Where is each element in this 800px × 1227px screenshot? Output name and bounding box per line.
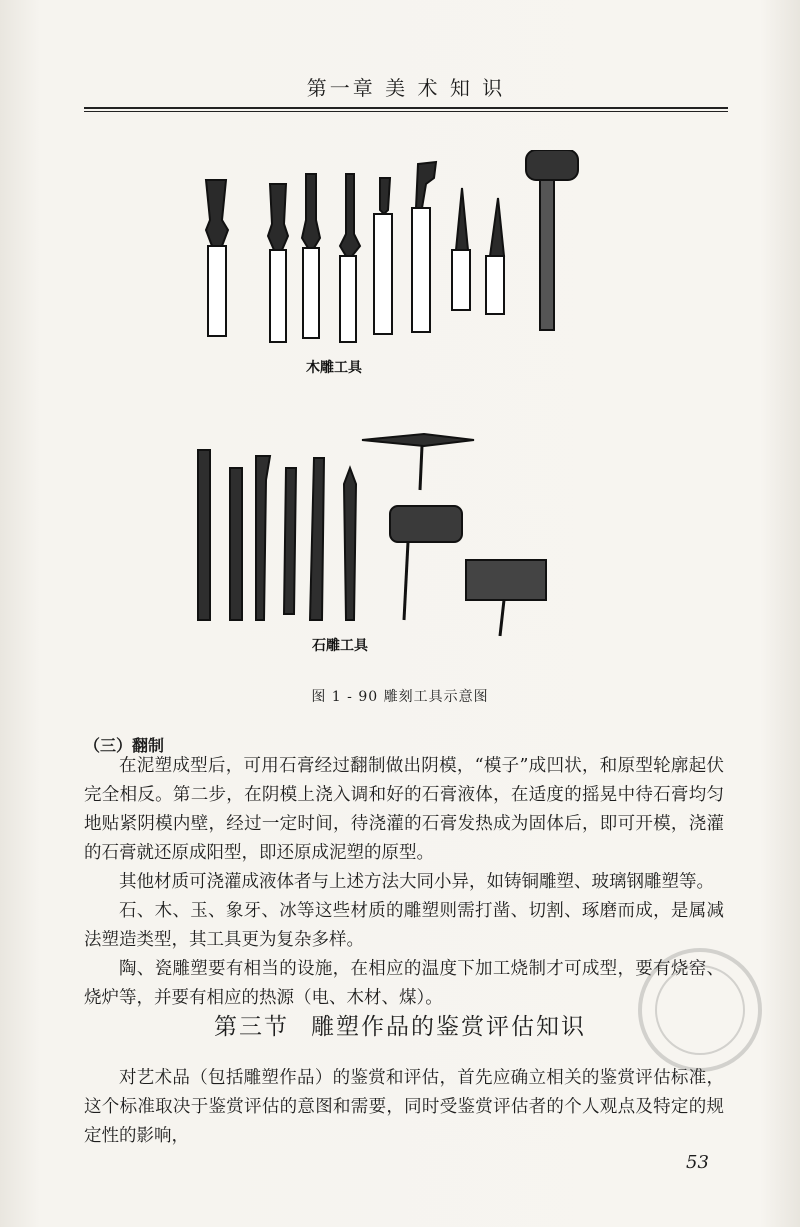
paragraph-1: 在泥塑成型后，可用石膏经过翻制做出阴模，“模子”成凹状，和原型轮廓起伏完全相反。第二步，在阴模上浇入调和好的石膏液体，在适度的摇晃中待石膏均匀地贴紧阴模内壁，经过一定时间，待浇灌的石膏发热成为固体后，即可开模，浇灌的石膏就还原成阳型，即还原成泥塑的原型。 xyxy=(84,756,724,863)
page-number: 53 xyxy=(686,1152,709,1173)
paragraph-4: 陶、瓷雕塑要有相当的设施，在相应的温度下加工烧制才可成型，要有烧窑、烧炉等，并要有相应的热源（电、木材、煤）。 xyxy=(84,959,724,1008)
wood-carving-tools xyxy=(206,150,578,342)
wood-mallet xyxy=(526,150,578,330)
header-rule xyxy=(84,107,728,112)
stone-carving-tools xyxy=(198,434,546,636)
stone-hammer-1 xyxy=(390,506,462,620)
wood-gouge-1 xyxy=(374,178,392,334)
stone-chisel-4 xyxy=(284,468,296,614)
running-head: 第一章 美 术 知 识 xyxy=(306,76,506,100)
wood-chisel-1 xyxy=(206,180,228,336)
watermark-stamp xyxy=(630,940,770,1080)
wood-knife-1 xyxy=(452,188,470,310)
closing-paragraph: 对艺术品（包括雕塑作品）的鉴赏和评估，首先应确立相关的鉴赏评估标准，这个标准取决于鉴赏评估的意图和需要，同时受鉴赏评估者的个人观点及特定的规定性的影响， xyxy=(84,1068,724,1146)
wood-chisel-3 xyxy=(302,174,320,338)
stone-chisel-1 xyxy=(198,450,210,620)
tools-illustration xyxy=(140,150,680,720)
paragraph-2: 其他材质可浇灌成液体者与上述方法大同小异，如铸铜雕塑、玻璃钢雕塑等。 xyxy=(119,872,714,892)
stone-chisel-5 xyxy=(310,458,324,620)
wood-tools-label: 木雕工具 xyxy=(306,360,362,376)
section-title: 雕塑作品的鉴赏评估知识 xyxy=(311,1014,586,1040)
stone-pick-hammer xyxy=(362,434,474,490)
subheading: （三）翻制 xyxy=(84,736,165,755)
stone-hammer-2 xyxy=(466,560,546,636)
wood-knife-2 xyxy=(486,198,504,314)
paragraph-3: 石、木、玉、象牙、冰等这些材质的雕塑则需打凿、切割、琢磨而成，是属减法塑造类型，其工具更为复杂多样。 xyxy=(84,901,724,950)
stone-tools-label: 石雕工具 xyxy=(312,638,368,654)
figure-carving-tools xyxy=(140,150,680,720)
wood-chisel-4 xyxy=(340,174,360,342)
stone-chisel-2 xyxy=(230,468,242,620)
wood-chisel-2 xyxy=(268,184,288,342)
section-number: 第三节 xyxy=(214,1014,289,1040)
stone-point xyxy=(344,468,356,620)
stone-chisel-3 xyxy=(256,456,270,620)
figure-caption: 图 1 - 90 雕刻工具示意图 xyxy=(311,689,489,705)
wood-gouge-2 xyxy=(412,162,436,332)
